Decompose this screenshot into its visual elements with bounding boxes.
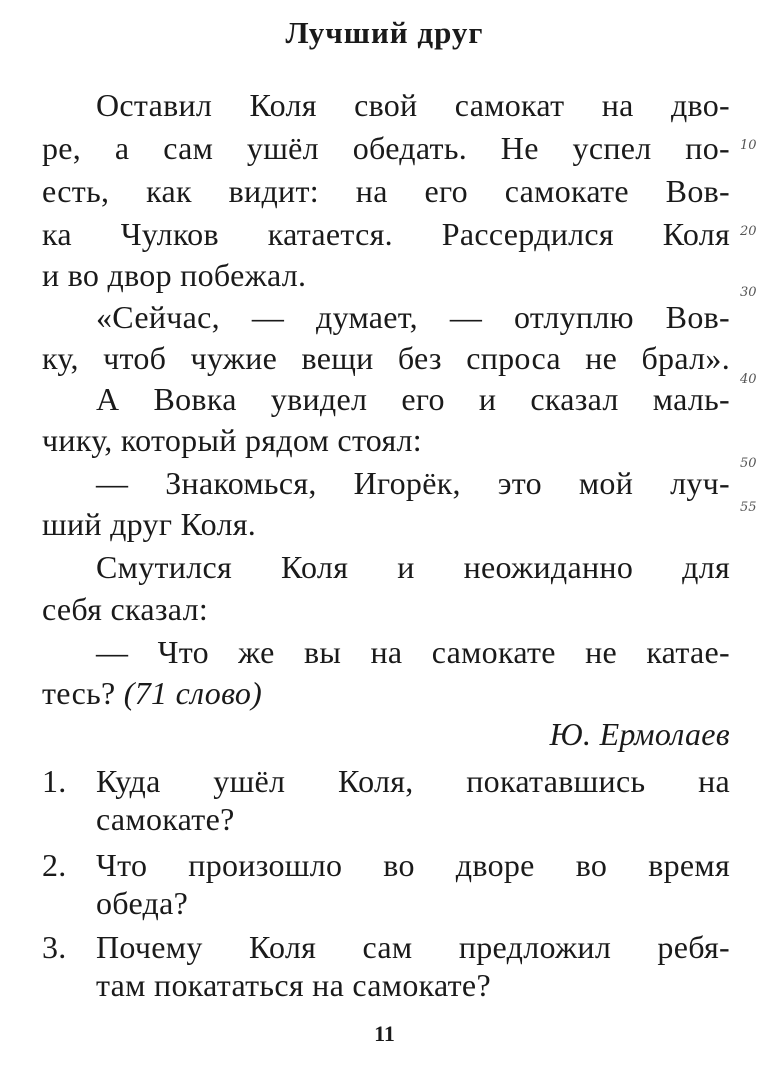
question-number: 2. <box>42 847 67 883</box>
page-title: Лучший друг <box>285 15 484 50</box>
question-line: Куда ушёл Коля, покатавшись на <box>96 763 730 799</box>
text-fragment: тесь? <box>42 675 116 711</box>
question-item <box>42 762 730 838</box>
question-line: обеда? <box>96 885 189 921</box>
question-line: самокате? <box>96 801 235 837</box>
handwritten-mark: 40 <box>740 372 757 387</box>
page-number: 11 <box>374 1021 395 1046</box>
text-line: ший друг Коля. <box>42 506 257 542</box>
text-line: Смутился Коля и неожиданно для <box>96 549 730 585</box>
question-line: Что произошло во дворе во время <box>96 847 730 883</box>
text-line: ка Чулков катается. Рассердился Коля <box>42 216 730 252</box>
text-line <box>42 674 730 712</box>
question-item <box>42 846 730 922</box>
handwritten-mark: 20 <box>740 224 757 239</box>
question-text <box>96 928 730 1004</box>
text-line: — Что же вы на самокате не катае- <box>96 634 730 670</box>
text-line: «Сейчас, — думает, — отлуплю Вов- <box>96 299 730 335</box>
text-line: и во двор побежал. <box>42 257 307 293</box>
text-line: — Знакомься, Игорёк, это мой луч- <box>96 465 730 501</box>
question-line: там покататься на самокате? <box>96 967 491 1003</box>
text-line: Оставил Коля свой самокат на дво- <box>96 87 730 123</box>
text-line: ре, а сам ушёл обедать. Не успел по- <box>42 130 730 166</box>
text-line: чику, который рядом стоял: <box>42 422 422 458</box>
question-text <box>96 762 730 838</box>
author: Ю. Ермолаев <box>549 716 730 752</box>
handwritten-mark: 10 <box>740 138 757 153</box>
question-item <box>42 928 730 1004</box>
question-line: Почему Коля сам предложил ребя- <box>96 929 730 965</box>
question-number: 3. <box>42 929 67 965</box>
question-text <box>96 846 730 922</box>
text-line: есть, как видит: на его самокате Вов- <box>42 173 730 209</box>
handwritten-mark: 30 <box>740 285 757 300</box>
word-count: (71 слово) <box>123 675 263 711</box>
text-line: себя сказал: <box>42 591 209 627</box>
question-number: 1. <box>42 763 67 799</box>
handwritten-mark: 55 <box>740 500 757 515</box>
text-line: ку, чтоб чужие вещи без спроса не брал». <box>42 340 730 376</box>
text-line: А Вовка увидел его и сказал маль- <box>96 381 730 417</box>
handwritten-mark: 50 <box>740 456 757 471</box>
